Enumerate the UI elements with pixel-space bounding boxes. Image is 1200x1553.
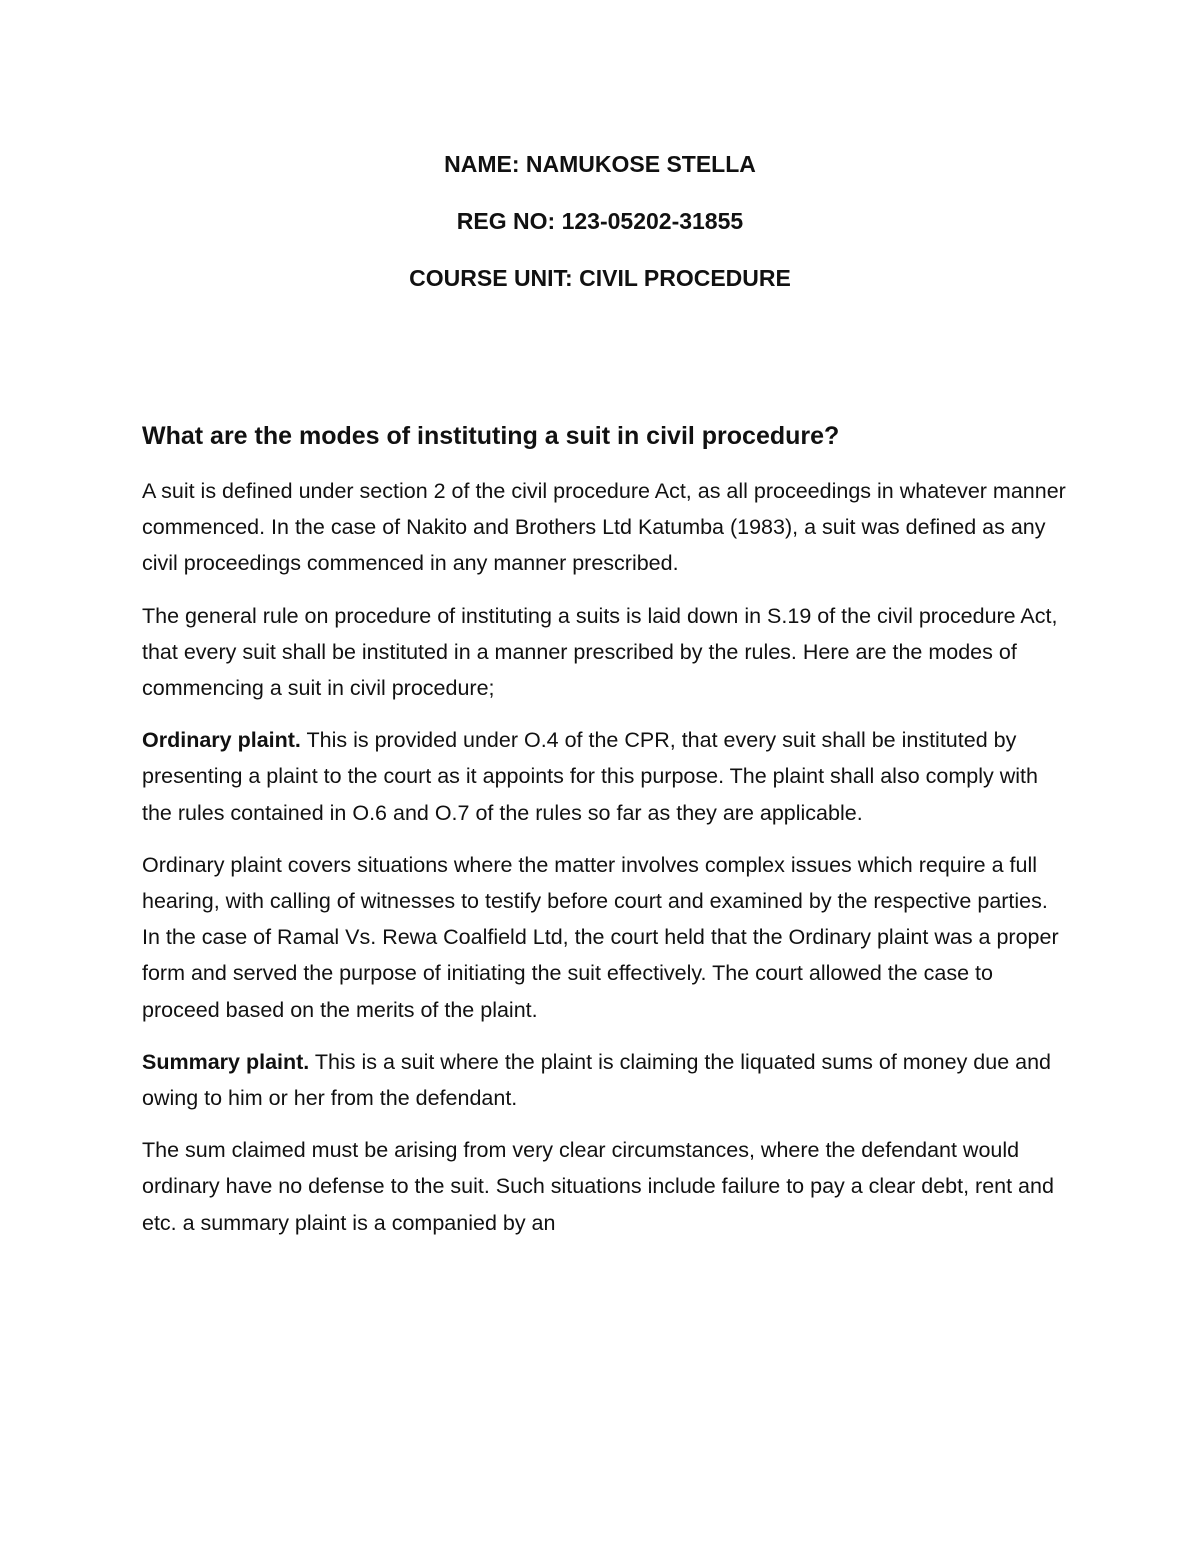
paragraph-summary-plaint-circumstances: [142, 1132, 1067, 1241]
paragraph-lead-heading: Summary plaint.: [142, 1049, 310, 1074]
question-heading: What are the modes of instituting a suit in civil procedure?: [142, 422, 840, 450]
paragraph-text: This is provided under O.4 of the CPR, that every suit shall be instituted by presenting a plaint to the court as it appoints for this purpose. The plaint shall also comply with the rules contained in O.6 and O.7 of the rules so far as they are applicable.: [142, 728, 1038, 825]
registration-number-line: REG NO: 123-05202-31855: [456, 208, 744, 234]
paragraph-summary-plaint: [142, 1044, 1067, 1116]
paragraph-ordinary-plaint: [142, 722, 1067, 831]
course-unit-line: COURSE UNIT: CIVIL PROCEDURE: [409, 265, 791, 291]
paragraph-general-rule: [142, 598, 1067, 707]
paragraph-text: The sum claimed must be arising from very clear circumstances, where the defendant would ordinary have no defense to the suit. Such situations include failure to pay a clear debt, rent and etc. a summary plaint is a companied by an: [142, 1138, 1054, 1235]
paragraph-lead-heading: Ordinary plaint.: [142, 728, 301, 753]
paragraph-text: Ordinary plaint covers situations where the matter involves complex issues which require a full hearing, with calling of witnesses to testify before court and examined by the respective parties. In the case of Ramal Vs. Rewa Coalfield Ltd, the court held that the Ordinary plaint was a proper form and served the purpose of initiating the suit effectively. The court allowed the case to proceed based on the merits of the plaint.: [142, 852, 1059, 1022]
document-body: [142, 473, 1067, 1257]
paragraph-text: This is a suit where the plaint is claiming the liquated sums of money due and owing to him or her from the defendant.: [142, 1049, 1052, 1111]
paragraph-suit-definition: [142, 473, 1067, 582]
student-name-line: NAME: NAMUKOSE STELLA: [444, 151, 756, 177]
paragraph-ordinary-plaint-cases: [142, 847, 1067, 1028]
paragraph-text: The general rule on procedure of instituting a suits is laid down in S.19 of the civil procedure Act, that every suit shall be instituted in a manner prescribed by the rules. Here are the modes of commencing a suit in civil procedure;: [142, 603, 1058, 701]
paragraph-text: A suit is defined under section 2 of the civil procedure Act, as all proceedings in whatever manner commenced. In the case of Nakito and Brothers Ltd Katumba (1983), a suit was defined as any civil proceedings commenced in any manner prescribed.: [142, 479, 1066, 576]
